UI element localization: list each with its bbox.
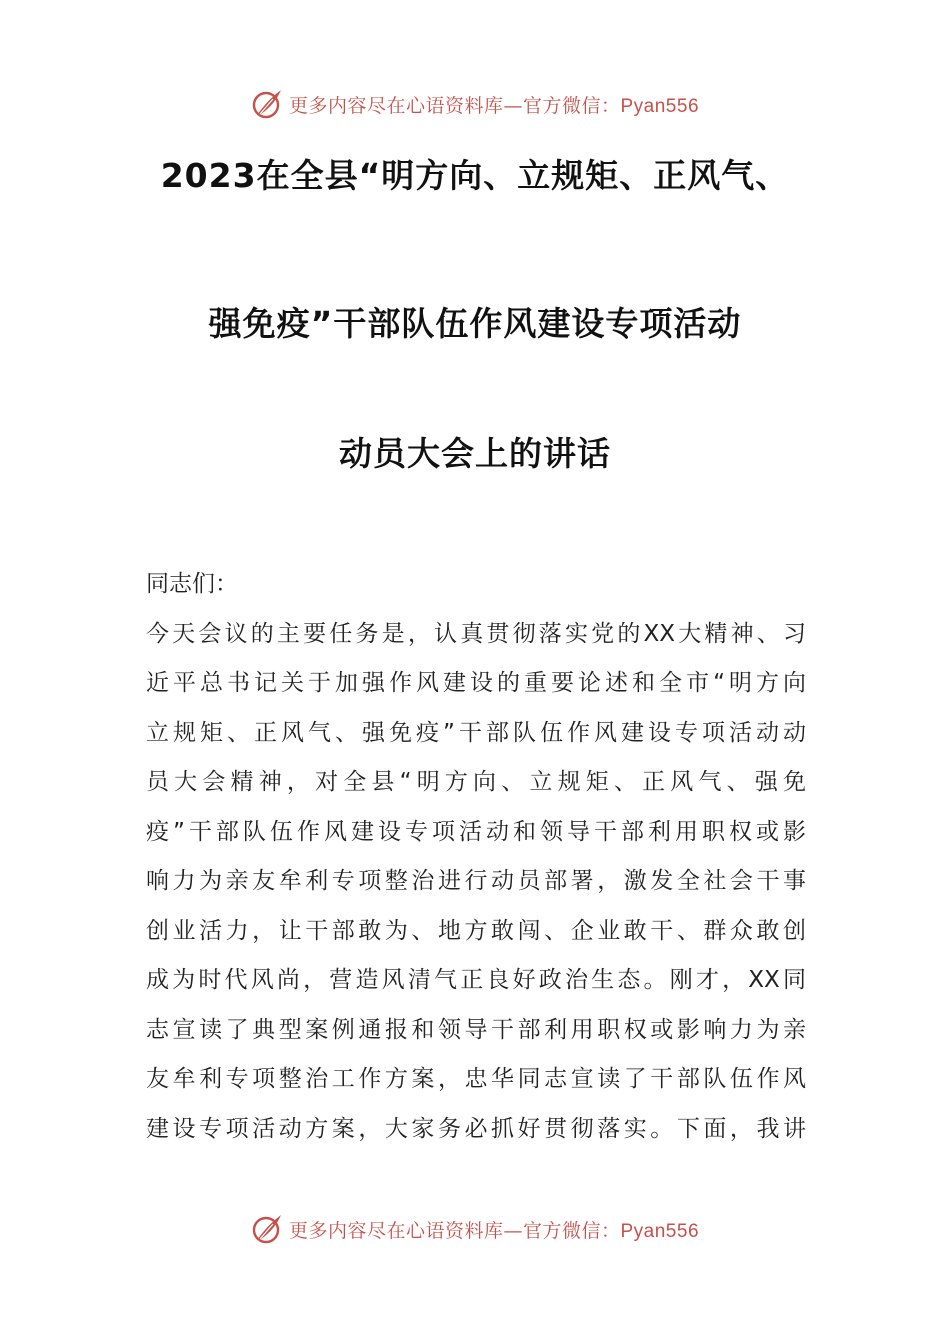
body-line: 友牟利专项整治工作方案，忠华同志宣读了干部队伍作风: [146, 1066, 806, 1092]
quill-logo-icon: [251, 87, 285, 121]
document-title-line-1: 2023在全县“明方向、立规矩、正风气、: [160, 156, 790, 195]
body-line: 今天会议的主要任务是，认真贯彻落实党的XX大精神、习: [146, 620, 806, 647]
document-title-line-3: 动员大会上的讲话: [339, 434, 611, 473]
body-line: 创业活力，让干部敢为、地方敢闯、企业敢干、群众敢创: [146, 917, 806, 944]
watermark-text: [289, 1216, 699, 1243]
body-line: 立规矩、正风气、强免疫”干部队伍作风建设专项活动动: [146, 719, 806, 746]
watermark-banner-bottom: [0, 1209, 950, 1249]
wechat-id: Pyan556: [620, 1220, 700, 1242]
watermark-text: [289, 91, 699, 118]
body-line: 员大会精神，对全县“明方向、立规矩、正风气、强免: [146, 769, 806, 795]
body-line: 成为时代风尚，营造风清气正良好政治生态。刚才，XX同: [146, 967, 806, 993]
document-title-line-2: 强免疫”干部队伍作风建设专项活动: [208, 304, 742, 343]
quill-logo-icon: [251, 1212, 285, 1246]
body-line: 近平总书记关于加强作风建设的重要论述和全市“明方向: [146, 670, 806, 696]
body-line: 响力为亲友牟利专项整治进行动员部署，激发全社会干事: [146, 868, 806, 894]
watermark-label: 更多内容尽在心语资料库—官方微信：: [288, 1219, 621, 1242]
salutation: 同志们：: [146, 571, 238, 597]
wechat-id: Pyan556: [620, 95, 700, 117]
watermark-label: 更多内容尽在心语资料库—官方微信：: [288, 94, 621, 117]
body-line: 志宣读了典型案例通报和领导干部利用职权或影响力为亲: [146, 1016, 806, 1043]
document-body: [146, 564, 806, 1158]
watermark-banner-top: [0, 84, 950, 124]
body-line: 建设专项活动方案，大家务必抓好贯彻落实。下面，我讲: [146, 1115, 806, 1142]
body-line: 疫”干部队伍作风建设专项活动和领导干部利用职权或影: [146, 818, 806, 845]
